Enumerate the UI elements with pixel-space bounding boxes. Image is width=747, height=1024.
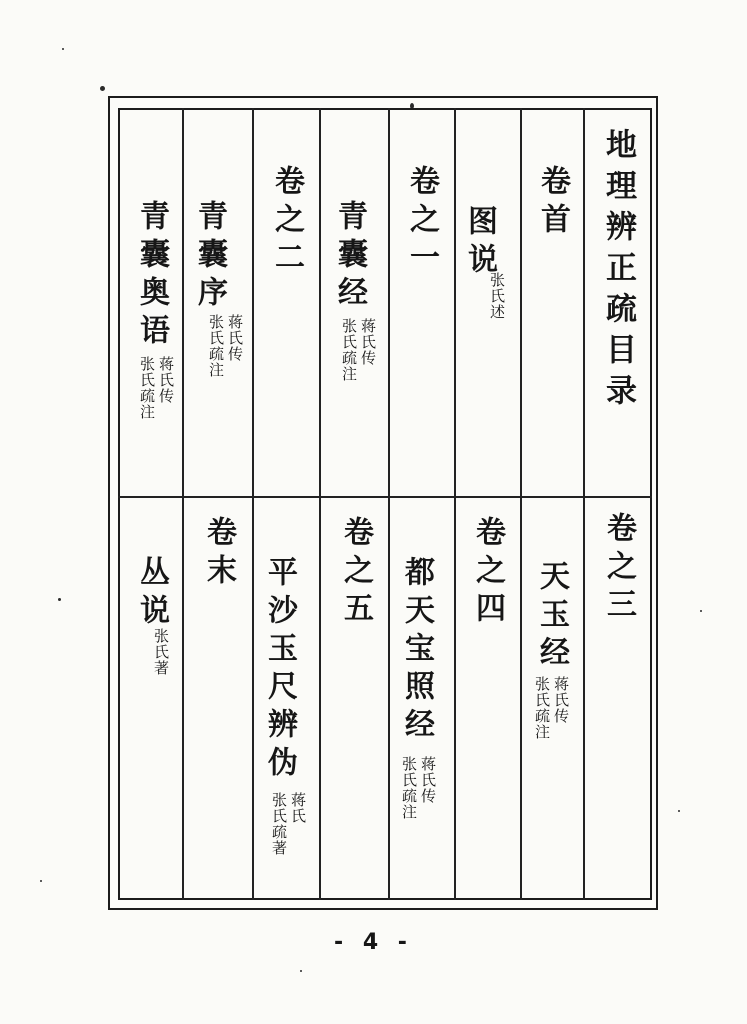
toc-entry: 青囊奥语 [134,200,169,352]
toc-entry: 平沙玉尺辨伪 [262,556,297,784]
entry-note: 蒋氏传 张氏疏注 [400,756,437,820]
toc-entry: 青囊序 [192,200,227,314]
column-divider [319,108,321,900]
toc-heading: 卷之四 [470,516,505,630]
toc-entry: 图说 [462,205,497,281]
entry-note: 蒋氏传 张氏疏注 [340,318,377,382]
entry-note: 蒋氏传 张氏疏注 [138,356,175,420]
toc-heading: 卷末 [201,516,236,592]
toc-entry: 都天宝照经 [399,556,434,746]
scan-speck [58,598,61,601]
page-number: - 4 - [334,930,413,955]
scan-speck [300,970,302,972]
column-divider [583,108,585,900]
scan-speck [62,48,64,50]
toc-entry: 丛说 [134,556,169,632]
toc-heading: 卷之二 [269,165,304,279]
entry-note: 张氏著 [152,628,170,676]
row-divider [118,496,652,498]
entry-note: 蒋氏传 张氏疏注 [207,314,244,378]
toc-heading: 卷之三 [601,512,636,626]
scan-speck [678,810,680,812]
scan-speck [40,880,42,882]
title-column [586,128,650,415]
toc-heading: 卷之五 [338,516,373,630]
toc-heading: 卷首 [535,165,570,241]
toc-entry: 天玉经 [534,560,569,674]
scan-speck [100,86,105,91]
entry-note: 张氏述 [488,272,506,320]
entry-note: 蒋氏传 张氏疏注 [533,676,570,740]
scan-speck [700,610,702,612]
toc-heading: 卷之一 [404,165,439,279]
toc-title: 地理辨正疏目录 [600,128,636,415]
entry-note: 蒋氏 张氏疏著 [270,792,307,856]
toc-entry: 青囊经 [332,200,367,314]
